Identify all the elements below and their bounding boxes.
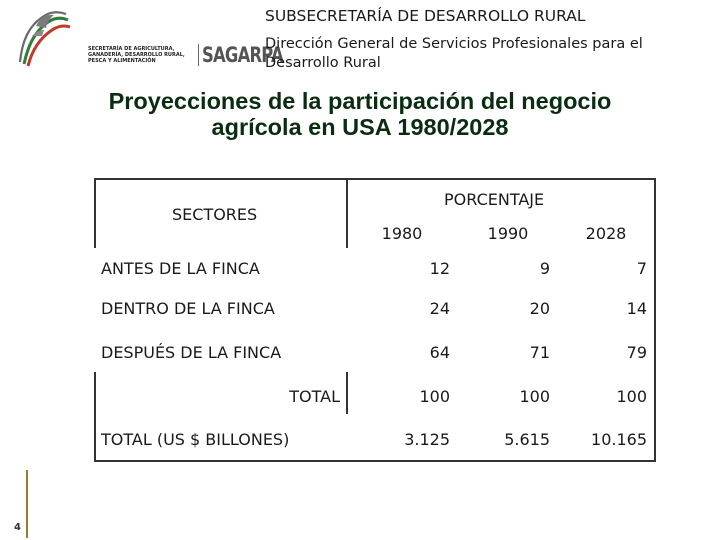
row-value-2028: 10.165 <box>591 430 647 449</box>
row-label: TOTAL (US $ BILLONES) <box>101 430 290 449</box>
row-label: DENTRO DE LA FINCA <box>101 299 275 318</box>
row-value-1980: 100 <box>419 387 450 406</box>
row-value-1980: 12 <box>429 259 450 278</box>
sectors-header: SECTORES <box>172 205 258 224</box>
row-value-2028: 14 <box>626 299 647 318</box>
table-border-left-lower <box>94 372 96 462</box>
logo-divider <box>198 44 199 66</box>
row-value-2028: 7 <box>636 259 647 278</box>
year-header-1980: 1980 <box>381 224 423 243</box>
table-column-divider-lower <box>346 372 348 414</box>
row-label: ANTES DE LA FINCA <box>101 259 260 278</box>
table-border-right <box>654 178 656 462</box>
table-border-bottom <box>94 460 656 462</box>
logo-agency-name: SECRETARÍA DE AGRICULTURA, GANADERÍA, DESARROLLO RURAL, PESCA Y ALIMENTACIÓN <box>88 46 185 64</box>
percentage-header: PORCENTAJE <box>444 190 545 209</box>
row-value-1980: 64 <box>429 343 450 362</box>
row-value-1990: 100 <box>519 387 550 406</box>
year-header-2028: 2028 <box>585 224 627 243</box>
mexican-eagle-emblem-icon <box>14 6 74 68</box>
row-label-total: TOTAL <box>289 387 340 406</box>
table-column-divider-upper <box>346 178 348 248</box>
row-value-1990: 9 <box>539 259 550 278</box>
sagarpa-logo <box>4 0 283 78</box>
page-title <box>0 88 720 140</box>
table-border-left-upper <box>94 178 96 248</box>
page-margin-rule <box>26 470 28 538</box>
row-value-2028: 100 <box>616 387 647 406</box>
row-value-2028: 79 <box>626 343 647 362</box>
logo-brand-name: SAGARPA <box>202 43 283 67</box>
row-value-1990: 20 <box>529 299 550 318</box>
table-border-top <box>94 178 348 180</box>
row-value-1980: 24 <box>429 299 450 318</box>
header-subtitle: Dirección General de Servicios Profesionales para el Desarrollo Rural <box>265 36 643 71</box>
row-label: DESPUÉS DE LA FINCA <box>101 343 282 362</box>
row-value-1990: 71 <box>529 343 550 362</box>
page-title-line-2: agrícola en USA 1980/2028 <box>211 114 509 140</box>
header-title: SUBSECRETARÍA DE DESARROLLO RURAL <box>265 7 586 25</box>
table-border-top-right <box>346 178 656 180</box>
page-title-line-1: Proyecciones de la participación del negocio <box>108 88 612 114</box>
year-header-1990: 1990 <box>487 224 529 243</box>
page-number: 4 <box>14 522 21 533</box>
row-value-1980: 3.125 <box>404 430 450 449</box>
row-value-1990: 5.615 <box>504 430 550 449</box>
